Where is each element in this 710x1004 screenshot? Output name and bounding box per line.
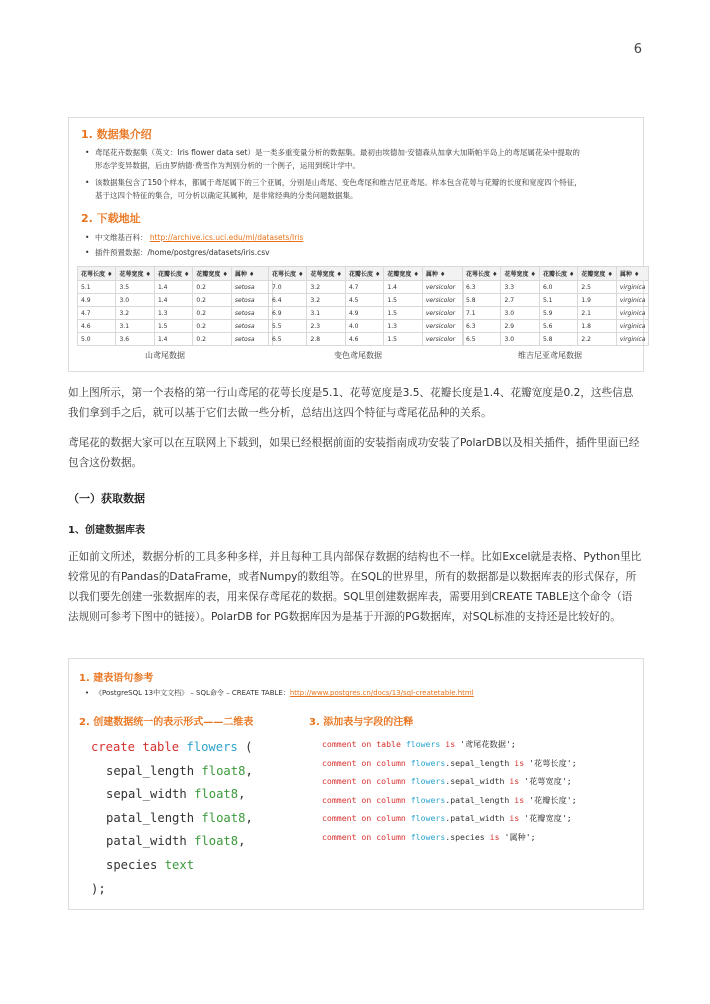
table-row <box>78 320 273 333</box>
table-cell: 1.3 <box>384 320 422 333</box>
table-cell: 5.5 <box>269 320 307 333</box>
table-row <box>463 333 649 346</box>
table-row <box>269 307 464 320</box>
table-cell: 5.6 <box>539 320 577 333</box>
table-cell: setosa <box>231 294 272 307</box>
column-header[interactable]: 花瓣宽度 ♦ <box>578 267 616 281</box>
table-cell: 0.2 <box>193 281 231 294</box>
virginica-table <box>462 266 649 346</box>
table-cell: 0.2 <box>193 333 231 346</box>
column-header[interactable]: 花瓣长度 ♦ <box>154 267 192 281</box>
heading-get-data: （一）获取数据 <box>68 492 145 505</box>
table-cell: 1.5 <box>384 307 422 320</box>
column-header[interactable]: 属种 ♦ <box>616 267 649 281</box>
table-cell: 3.6 <box>116 333 154 346</box>
table-cell: 2.8 <box>307 333 345 346</box>
table-cell: 5.0 <box>78 333 116 346</box>
table-cell: 0.2 <box>193 307 231 320</box>
column-header[interactable]: 属种 ♦ <box>422 267 463 281</box>
code-line-col: species text <box>106 857 195 872</box>
section-title-two-dim-table: 2. 创建数据统一的表示形式——二维表 <box>79 717 254 728</box>
table-cell: 1.5 <box>384 294 422 307</box>
table-cell: 4.7 <box>78 307 116 320</box>
table-cell: versicolor <box>422 320 463 333</box>
table-cell: 2.3 <box>307 320 345 333</box>
intro-bullet-1: • 鸢尾花卉数据集（英文：Iris flower data set）是一类多重变量分析的数据集。最初由埃德加·安德森从加拿大加斯帕半岛上的鸢尾属花朵中提取的 形态学变异数据，后由罗纳德·费雪作为判别分析的一个例子，运用到统计学中。 <box>85 148 580 170</box>
table-cell: 1.8 <box>578 320 616 333</box>
table-cell: 4.0 <box>345 320 383 333</box>
download-local-line: • 插件预置数据：/home/postgres/datasets/iris.csv <box>85 248 270 257</box>
intro-bullet-2: • 该数据集包含了150个样本，都属于鸢尾属下的三个亚属，分别是山鸢尾、变色鸢尾和维吉尼亚鸢尾。样本包含花萼与花瓣的长度和宽度四个特征， 基于这四个特征的集合，可分析以确定其属种，是非常经典的分类问题数据集。 <box>85 178 582 200</box>
table-row <box>78 307 273 320</box>
table-cell: 4.7 <box>345 281 383 294</box>
table-cell: 1.4 <box>154 294 192 307</box>
code-line-create: create table flowers ( <box>91 740 253 754</box>
table-header-row <box>78 267 273 281</box>
table-cell: 3.3 <box>501 281 539 294</box>
table-cell: 6.3 <box>463 281 501 294</box>
comment-line: comment on column flowers.patal_length is '花瓣长度'; <box>322 794 577 805</box>
table-cell: 2.9 <box>501 320 539 333</box>
table-cell: 4.5 <box>345 294 383 307</box>
table-cell: versicolor <box>422 333 463 346</box>
create-table-code <box>91 736 253 901</box>
section-title-comments: 3. 添加表与字段的注释 <box>309 717 414 728</box>
table-cell: virginica <box>616 281 649 294</box>
table-cell: 5.1 <box>539 294 577 307</box>
code-line-col: patal_length float8, <box>106 810 253 825</box>
table-cell: 1.5 <box>154 320 192 333</box>
comment-line: comment on table flowers is '鸢尾花数据'; <box>322 739 516 749</box>
table-cell: 5.8 <box>539 333 577 346</box>
table-cell: 3.2 <box>307 294 345 307</box>
table-cell: setosa <box>231 281 272 294</box>
table-cell: 6.4 <box>269 294 307 307</box>
paragraph-data-download: 鸢尾花的数据大家可以在互联网上下载到，如果已经根据前面的安装指南成功安装了PolarDB以及相关插件，插件里面已经包含这份数据。 <box>68 437 640 469</box>
table-cell: 1.9 <box>578 294 616 307</box>
versicolor-caption: 变色鸢尾数据 <box>334 351 382 360</box>
table-row <box>463 307 649 320</box>
table-cell: versicolor <box>422 281 463 294</box>
table-cell: 5.9 <box>539 307 577 320</box>
table-cell: 2.5 <box>578 281 616 294</box>
column-header[interactable]: 花瓣宽度 ♦ <box>193 267 231 281</box>
paragraph-first-row-explanation: 如上图所示，第一个表格的第一行山鸢尾的花萼长度是5.1、花萼宽度是3.5、花瓣长度是1.4、花瓣宽度是0.2，这些信息我们拿到手之后，就可以基于它们去做一些分析，总结出这四个特征与鸢尾花品种的关系。 <box>68 387 634 419</box>
table-cell: 6.5 <box>269 333 307 346</box>
table-row <box>463 294 649 307</box>
table-cell: 4.6 <box>345 333 383 346</box>
comment-line: comment on column flowers.sepal_length is '花萼长度'; <box>322 757 577 768</box>
column-header[interactable]: 花萼宽度 ♦ <box>501 267 539 281</box>
table-cell: 6.9 <box>269 307 307 320</box>
table-cell: 0.2 <box>193 320 231 333</box>
code-line-col: sepal_width float8, <box>106 787 246 802</box>
table-row <box>269 281 464 294</box>
page-number: 6 <box>633 42 642 57</box>
download-wiki-line: • 中文维基百科： http://archive.ics.uci.edu/ml/datasets/Iris <box>85 233 304 242</box>
sql-reference-box <box>68 658 644 910</box>
table-cell: 4.6 <box>78 320 116 333</box>
table-cell: 3.0 <box>116 294 154 307</box>
table-cell: 3.1 <box>116 320 154 333</box>
table-row <box>78 294 273 307</box>
table-cell: 3.0 <box>501 307 539 320</box>
column-header[interactable]: 花萼长度 ♦ <box>78 267 116 281</box>
table-cell: 1.3 <box>154 307 192 320</box>
virginica-caption: 维吉尼亚鸢尾数据 <box>518 351 582 360</box>
table-cell: 1.4 <box>154 333 192 346</box>
versicolor-table <box>268 266 464 346</box>
table-cell: 3.2 <box>116 307 154 320</box>
column-header[interactable]: 花萼宽度 ♦ <box>116 267 154 281</box>
table-cell: 3.2 <box>307 281 345 294</box>
section-title-sql-reference: 1. 建表语句参考 <box>79 673 154 684</box>
table-cell: 3.5 <box>116 281 154 294</box>
table-cell: 1.4 <box>384 281 422 294</box>
column-header[interactable]: 花萼宽度 ♦ <box>307 267 345 281</box>
table-header-row <box>463 267 649 281</box>
column-header[interactable]: 花瓣长度 ♦ <box>539 267 577 281</box>
table-cell: versicolor <box>422 294 463 307</box>
table-row <box>269 320 464 333</box>
table-header-row <box>269 267 464 281</box>
table-cell: 3.0 <box>501 333 539 346</box>
section-title-dataset-intro: 1. 数据集介绍 <box>81 128 152 141</box>
table-cell: virginica <box>616 294 649 307</box>
table-cell: 7.1 <box>463 307 501 320</box>
table-cell: 0.2 <box>193 294 231 307</box>
table-cell: 5.1 <box>78 281 116 294</box>
table-cell: 5.8 <box>463 294 501 307</box>
table-cell: 2.7 <box>501 294 539 307</box>
setosa-table <box>77 266 273 346</box>
comment-line: comment on column flowers.patal_width is '花瓣宽度'; <box>322 813 572 824</box>
table-row <box>269 333 464 346</box>
table-cell: virginica <box>616 307 649 320</box>
column-header[interactable]: 属种 ♦ <box>231 267 272 281</box>
table-cell: virginica <box>616 320 649 333</box>
table-row <box>269 294 464 307</box>
table-cell: 7.0 <box>269 281 307 294</box>
table-cell: 4.9 <box>78 294 116 307</box>
table-cell: setosa <box>231 320 272 333</box>
table-cell: 6.0 <box>539 281 577 294</box>
code-line-col: patal_width float8, <box>106 834 246 849</box>
table-cell: setosa <box>231 307 272 320</box>
column-header[interactable]: 花萼长度 ♦ <box>269 267 307 281</box>
table-cell: 6.5 <box>463 333 501 346</box>
column-header[interactable]: 花瓣长度 ♦ <box>345 267 383 281</box>
wiki-link[interactable]: http://archive.ics.uci.edu/ml/datasets/Iris <box>149 233 304 242</box>
dataset-intro-box <box>68 117 644 372</box>
comment-line: comment on column flowers.species is '属种'; <box>322 831 536 842</box>
heading-create-table: 1、创建数据库表 <box>68 525 145 536</box>
table-cell: 2.2 <box>578 333 616 346</box>
table-cell: setosa <box>231 333 272 346</box>
comment-code <box>322 735 577 847</box>
sql-reference-line: • 《PostgreSQL 13中文文档》 – SQL命令 – CREATE TABLE：http://www.postgres.cn/docs/13/sql-createtable.html <box>85 689 474 697</box>
section-title-download: 2. 下载地址 <box>81 212 141 225</box>
table-row <box>78 333 273 346</box>
table-cell: virginica <box>616 333 649 346</box>
table-cell: 3.1 <box>307 307 345 320</box>
postgres-docs-link[interactable]: http://www.postgres.cn/docs/13/sql-createtable.html <box>289 689 474 697</box>
table-row <box>463 281 649 294</box>
paragraph-create-table: 正如前文所述，数据分析的工具多种多样，并且每种工具内部保存数据的结构也不一样。比如Excel就是表格、Python里比较常见的有Pandas的DataFrame，或者Numpy的数组等。在SQL的世界里，所有的数据都是以数据库表的形式保存，所以我们要先创建一张数据库的表，用来保存鸢尾花的数据。SQL里创建数据库表，需要用到CREATE TABLE这个命令（语法规则可参考下图中的链接）。PolarDB for PG数据库因为是基于开源的PG数据库，对SQL标准的支持还是比较好的。 <box>68 551 642 623</box>
table-cell: 1.4 <box>154 281 192 294</box>
column-header[interactable]: 花萼长度 ♦ <box>463 267 501 281</box>
table-cell: 1.5 <box>384 333 422 346</box>
table-row <box>463 320 649 333</box>
comment-line: comment on column flowers.sepal_width is '花萼宽度'; <box>322 776 572 787</box>
code-line-col: sepal_length float8, <box>106 763 253 778</box>
table-row <box>78 281 273 294</box>
table-cell: 4.9 <box>345 307 383 320</box>
table-cell: 2.1 <box>578 307 616 320</box>
setosa-caption: 山鸢尾数据 <box>145 351 185 360</box>
table-cell: versicolor <box>422 307 463 320</box>
table-cell: 6.3 <box>463 320 501 333</box>
code-line-close: ); <box>91 881 106 896</box>
column-header[interactable]: 花瓣宽度 ♦ <box>384 267 422 281</box>
